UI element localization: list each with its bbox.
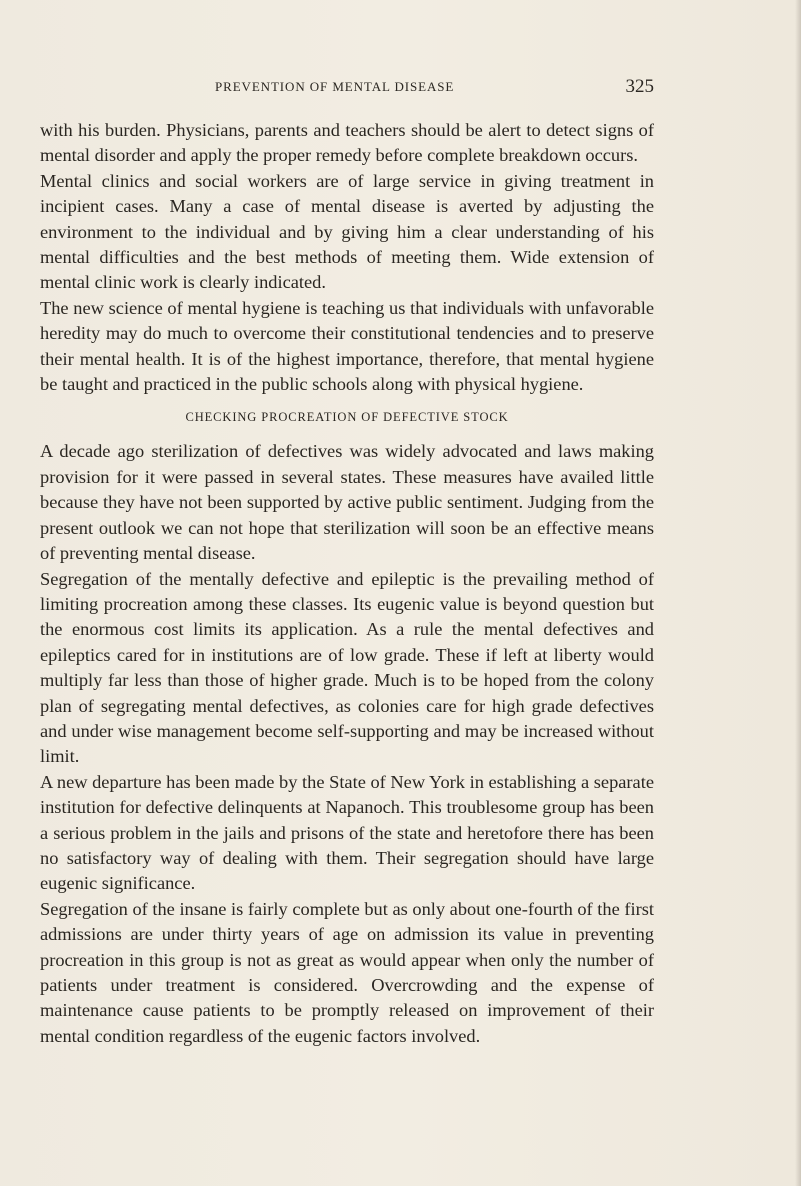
running-title: PREVENTION OF MENTAL DISEASE [215,79,455,94]
paragraph: with his burden. Physicians, parents and teachers should be alert to detect signs of mental disorder and apply the proper remedy before complete breakdown occurs. [40,120,654,166]
paragraph: The new science of mental hygiene is teaching us that individuals with unfavorable heredity may do much to overcome their constitutional tendencies and to preserve their mental health. It is of the highest importance, therefore, that mental hygiene be taught and practiced in the public schools along with physical hygiene. [40,297,654,395]
page-edge-shadow [795,0,801,1186]
paragraph: A new departure has been made by the State of New York in establishing a separate institution for defective delinquents at Napanoch. This troublesome group has been a serious problem in the jails and prisons of the state and heretofore there has been no satisfactory way of dealing with them. Their segregation should have large eugenic significance. [40,771,654,894]
paragraph: Segregation of the insane is fairly complete but as only about one-fourth of the first admissions are under thirty years of age on admission its value in preventing procreation in this group is not as great as would appear when only the number of patients under treatment is considered. Overcrowding and the expense of maintenance cause patients to be promptly released on improvement of their mental condition regardless of the eugenic factors involved. [40,898,654,1046]
paragraph: Segregation of the mentally defective and epileptic is the prevailing method of limiting procreation among these classes. Its eugenic value is beyond question but the enormous cost limits its application. As a rule the mental defectives and epileptics cared for in institutions are of low grade. These if left at liberty would multiply far less than those of higher grade. Much is to be hoped from the colony plan of segregating mental defectives, as colonies care for high grade defectives and under wise management become self-supporting and may be increased without limit. [40,568,654,767]
paragraph: A decade ago sterilization of defectives was widely advocated and laws making provision for it were passed in several states. These measures have availed little because they have not been supported by active public sentiment. Judging from the present outlook we can not hope that sterilization will soon be an effective means of preventing mental disease. [40,441,654,564]
page-number: 325 [625,76,654,97]
running-head [40,76,654,98]
paragraph: Mental clinics and social workers are of large service in giving treatment in incipient cases. Many a case of mental disease is averted by adjusting the environment to the individual and by giving him a clear understanding of his mental difficulties and the best methods of meeting them. Wide extension of mental clinic work is clearly indicated. [40,170,654,293]
body-text [40,118,654,1049]
section-heading: CHECKING PROCREATION OF DEFECTIVE STOCK [185,410,509,425]
